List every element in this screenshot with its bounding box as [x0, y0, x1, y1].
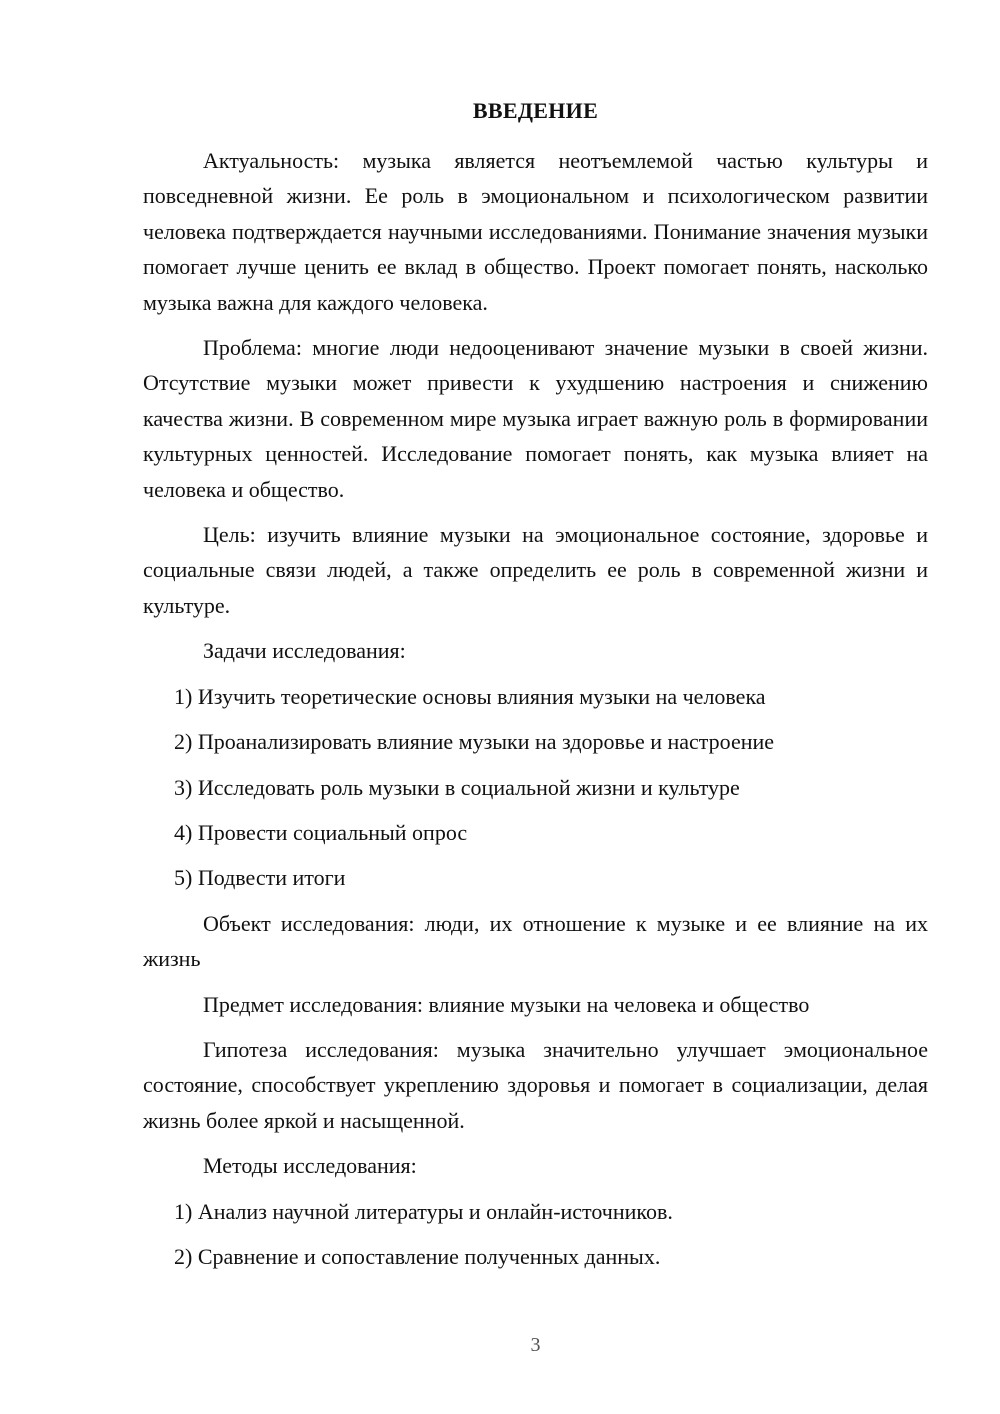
problem-paragraph: Проблема: многие люди недооценивают значение музыки в своей жизни. Отсутствие музыки может привести к ухудшению настроения и снижению качества жизни. В современном мире музыка играет важную роль в формировании культурных ценностей. Исследование помогает понять, как музыка влияет на человека и общество. [143, 335, 928, 502]
page-number: 3 [530, 1334, 541, 1356]
list-item: 1) Анализ научной литературы и онлайн-источников. [174, 1198, 673, 1224]
list-item: 2) Сравнение и сопоставление полученных данных. [174, 1243, 661, 1269]
methods-list [143, 1194, 928, 1275]
list-item: 2) Проанализировать влияние музыки на здоровье и настроение [174, 729, 775, 755]
tasks-list [143, 679, 928, 896]
methods-heading: Методы исследования: [203, 1153, 417, 1179]
relevance-paragraph: Актуальность: музыка является неотъемлемой частью культуры и повседневной жизни. Ее роль в эмоциональном и психологическом развитии человека подтверждается научными исследованиями. Понимание значения музыки помогает лучше ценить ее вклад в общество. Проект помогает понять, насколько музыка важна для каждого человека. [143, 148, 928, 315]
list-item: 1) Изучить теоретические основы влияния музыки на человека [174, 683, 766, 709]
object-paragraph: Объект исследования: люди, их отношение к музыке и ее влияние на их жизнь [143, 910, 928, 972]
hypothesis-paragraph: Гипотеза исследования: музыка значительно улучшает эмоциональное состояние, способствует укреплению здоровья и помогает в социализации, делая жизнь более яркой и насыщенной. [143, 1036, 928, 1133]
goal-paragraph: Цель: изучить влияние музыки на эмоциональное состояние, здоровье и социальные связи людей, а также определить ее роль в современной жизни и культуре. [143, 522, 928, 618]
document-page [143, 0, 928, 1414]
page-title: ВВЕДЕНИЕ [472, 98, 599, 123]
list-item: 3) Исследовать роль музыки в социальной жизни и культуре [174, 774, 740, 800]
list-item: 5) Подвести итоги [174, 865, 346, 891]
subject-paragraph: Предмет исследования: влияние музыки на человека и общество [203, 991, 810, 1017]
tasks-heading: Задачи исследования: [203, 638, 406, 664]
document-body [143, 143, 928, 1284]
list-item: 4) Провести социальный опрос [174, 819, 468, 845]
